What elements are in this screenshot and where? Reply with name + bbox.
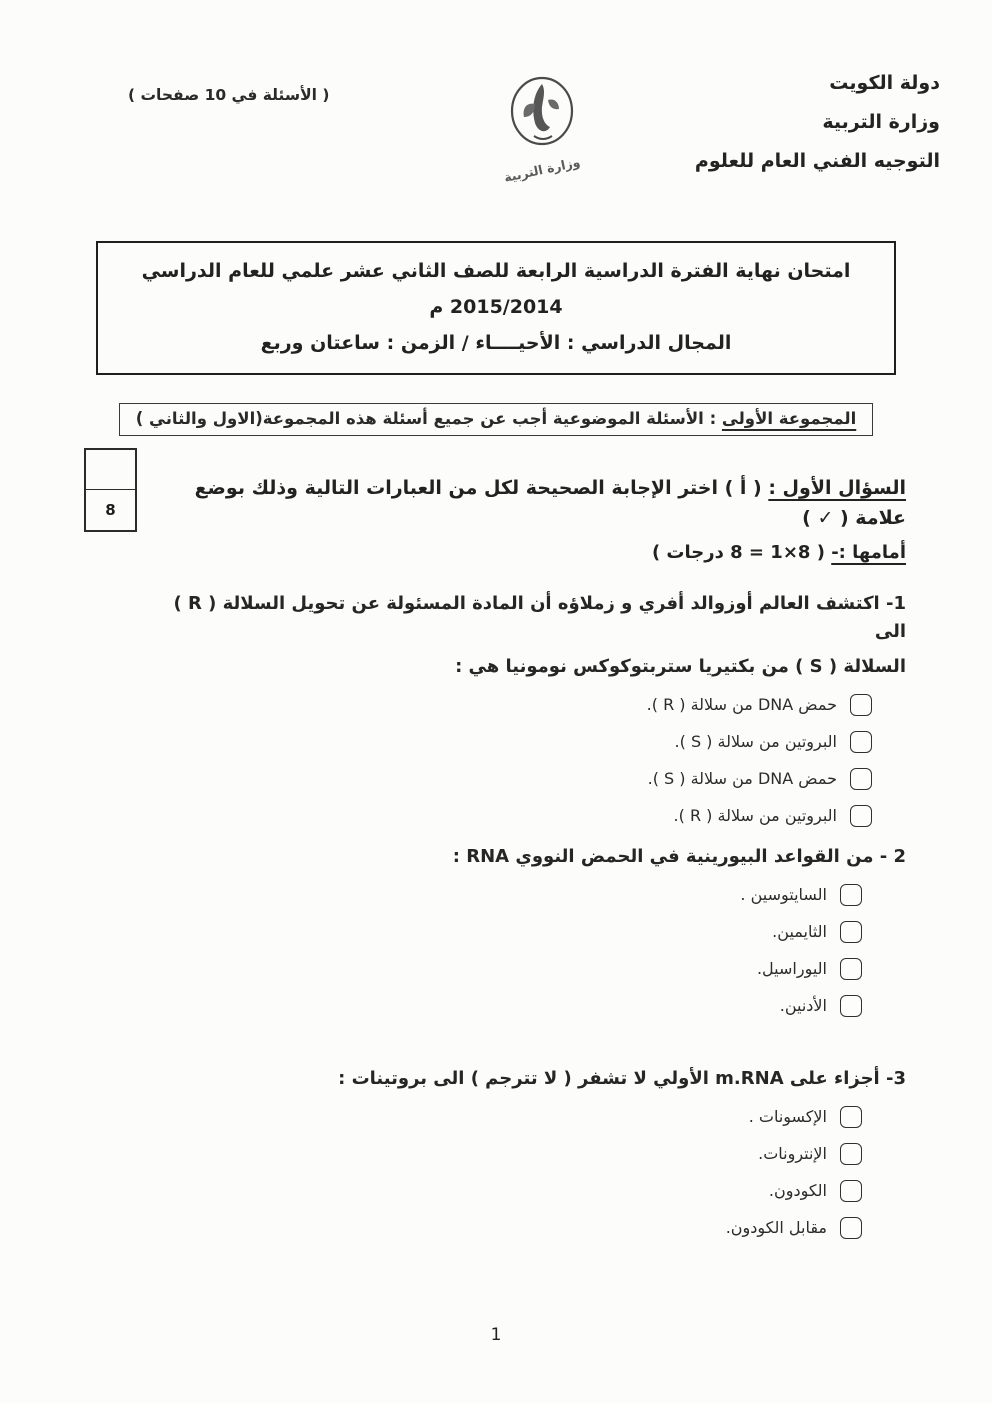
question-section-marks: ( 8×1 = 8 درجات ): [651, 542, 832, 564]
question-1-text-line1: 1- اكتشف العالم أوزوالد أفري و زملاؤه أن المادة المسئولة عن تحويل السلالة ( R ) الى: [173, 593, 906, 643]
exam-title-line: امتحان نهاية الفترة الدراسية الرابعة للصف الثاني عشر علمي للعام الدراسي 2015/2014 م: [141, 260, 851, 319]
answer-checkbox[interactable]: [840, 1217, 862, 1239]
answer-option: [150, 921, 862, 943]
question-1-options: [150, 694, 906, 827]
answer-option-label: الأدنين.: [779, 996, 827, 1016]
answer-checkbox[interactable]: [840, 995, 862, 1017]
answer-option: [150, 805, 872, 827]
ministry-block: [695, 72, 940, 189]
page-header: [0, 72, 992, 189]
answer-option-label: مقابل الكودون.: [725, 1218, 827, 1238]
exam-subject-time-line: المجال الدراسي : الأحيــــاء / الزمن : ساعتان وربع: [260, 332, 732, 355]
answer-option: [150, 958, 862, 980]
answer-option: [150, 768, 872, 790]
answer-checkbox[interactable]: [840, 1106, 862, 1128]
answer-checkbox[interactable]: [850, 805, 872, 827]
question-2-options: [150, 884, 906, 1017]
answer-option-label: البروتين من سلالة ( R ).: [673, 806, 837, 826]
answer-option: [150, 694, 872, 716]
group-title: المجموعة الأولى: [721, 409, 857, 429]
question-section-heading: [150, 474, 906, 533]
pages-count-note: ( الأسئلة في 10 صفحات ): [128, 86, 330, 104]
answer-option: [150, 884, 862, 906]
question-2: [150, 843, 906, 1017]
kuwait-emblem-icon: [504, 74, 580, 154]
answer-option: [150, 1180, 862, 1202]
answer-option-label: اليوراسيل.: [756, 959, 827, 979]
answer-option-label: الكودون.: [768, 1181, 827, 1201]
emblem-caption: وزارة التربية: [502, 154, 582, 185]
group-instruction-box: [119, 403, 874, 436]
answer-option-label: الثايمين.: [772, 922, 827, 942]
answer-option-label: حمض DNA من سلالة ( R ).: [646, 695, 837, 715]
answer-option: [150, 995, 862, 1017]
answer-option: [150, 1106, 862, 1128]
answer-option: [150, 1217, 862, 1239]
score-box-empty-cell: [86, 450, 135, 490]
answer-checkbox[interactable]: [840, 1143, 862, 1165]
question-section-instruction: ( أ ) اختر الإجابة الصحيحة لكل من العبارات التالية وذلك بوضع علامة ( ✓ ): [194, 477, 906, 529]
group-instruction-text: : الأسئلة الموضوعية أجب عن جميع أسئلة هذه المجموعة(الاول والثاني ): [135, 409, 722, 429]
question-3-text: 3- أجزاء على m.RNA الأولي لا تشفر ( لا تترجم ) الى بروتينات :: [338, 1067, 906, 1089]
answer-option-label: حمض DNA من سلالة ( S ).: [647, 769, 837, 789]
exam-content: [0, 474, 992, 1238]
question-3: [150, 1065, 906, 1239]
state-name: دولة الكويت: [829, 72, 940, 94]
question-1-text-line2: السلالة ( S ) من بكتيريا ستربتوكوكس نومونيا هي :: [455, 655, 906, 677]
answer-checkbox[interactable]: [840, 1180, 862, 1202]
answer-checkbox[interactable]: [850, 731, 872, 753]
answer-checkbox[interactable]: [840, 958, 862, 980]
answer-option-label: الإنترونات.: [758, 1144, 827, 1164]
answer-checkbox[interactable]: [840, 884, 862, 906]
exam-title-box: [96, 241, 896, 375]
answer-option: [150, 1143, 862, 1165]
answer-checkbox[interactable]: [850, 694, 872, 716]
question-section-heading-word: أمامها :-: [831, 542, 906, 564]
score-box: [84, 448, 137, 532]
answer-option-label: السايتوسين .: [740, 885, 827, 905]
ministry-name: وزارة التربية: [822, 111, 940, 133]
question-section-heading-line2: [150, 542, 906, 563]
directorate-name: التوجيه الفني العام للعلوم: [694, 150, 940, 172]
question-2-text: 2 - من القواعد البيورينية في الحمض النووي RNA :: [452, 845, 906, 867]
answer-checkbox[interactable]: [840, 921, 862, 943]
score-box-value: 8: [105, 501, 116, 519]
emblem-block: [487, 74, 597, 185]
answer-option: [150, 731, 872, 753]
question-1: [150, 590, 906, 827]
question-3-options: [150, 1106, 906, 1239]
answer-option-label: البروتين من سلالة ( S ).: [674, 732, 837, 752]
answer-option-label: الإكسونات .: [748, 1107, 827, 1127]
question-section-title: السؤال الأول :: [768, 477, 906, 500]
answer-checkbox[interactable]: [850, 768, 872, 790]
page-number: 1: [490, 1325, 502, 1345]
